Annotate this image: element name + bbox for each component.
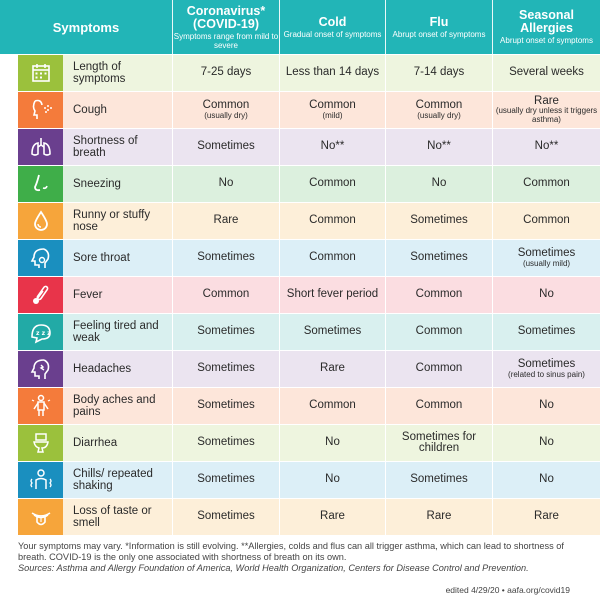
symptom-name: Cough	[63, 92, 172, 128]
table-row	[0, 425, 600, 461]
table-cell	[385, 129, 492, 165]
table-cell	[385, 92, 492, 128]
tongue-icon	[18, 499, 63, 535]
cell-value: Common	[415, 288, 463, 301]
table-cell	[279, 499, 385, 535]
cell-value: Common	[309, 99, 356, 111]
cell-value: Rare	[426, 510, 452, 523]
table-cell	[279, 388, 385, 424]
table-cell	[172, 351, 279, 387]
symptom-name: Headaches	[63, 351, 172, 387]
table-cell	[492, 499, 600, 535]
cell-value: Sometimes for children	[401, 430, 477, 454]
symptom-name: Diarrhea	[63, 425, 172, 461]
cell-value: Common	[309, 214, 356, 227]
header-flu-title: Flu	[429, 14, 449, 29]
cell-value: Sometimes	[410, 251, 468, 264]
symptom-name: Body aches and pains	[63, 388, 172, 424]
cell-value: Common	[415, 399, 463, 412]
table-cell	[385, 277, 492, 313]
table-cell	[492, 277, 600, 313]
header-symptoms	[0, 0, 172, 54]
cell-note: (mild)	[322, 110, 343, 120]
table-cell	[172, 203, 279, 239]
header-cold	[279, 0, 385, 54]
cell-value: Sometimes	[197, 436, 255, 449]
cell-value: No	[539, 399, 554, 412]
table-row	[0, 314, 600, 350]
table-cell	[385, 388, 492, 424]
table-row	[0, 388, 600, 424]
toilet-icon	[18, 425, 63, 461]
droplet-icon	[18, 203, 63, 239]
header-covid	[172, 0, 279, 54]
cell-value: No**	[427, 140, 451, 153]
symptom-name: Sneezing	[63, 166, 172, 202]
cell-value: Sometimes	[197, 399, 255, 412]
table-cell	[172, 499, 279, 535]
table-cell	[279, 351, 385, 387]
cell-note: (usually mild)	[522, 258, 571, 268]
table-cell	[492, 166, 600, 202]
table-cell	[492, 388, 600, 424]
thermometer-icon	[18, 277, 63, 313]
table-row	[0, 129, 600, 165]
header-allergies-sub: Abrupt onset of symptoms	[500, 36, 593, 45]
table-cell	[279, 462, 385, 498]
table-cell	[492, 425, 600, 461]
header-cold-title: Cold	[318, 14, 347, 29]
cell-value: Common	[309, 177, 356, 190]
throat-icon	[18, 240, 63, 276]
cell-value: 7-14 days	[413, 66, 465, 79]
table-cell	[279, 240, 385, 276]
lungs-icon	[18, 129, 63, 165]
table-row	[0, 92, 600, 128]
table-cell	[492, 55, 600, 91]
header-covid-sub: Symptoms range from mild to severe	[173, 31, 279, 50]
table-cell	[492, 92, 600, 128]
table-cell	[279, 277, 385, 313]
table-row	[0, 203, 600, 239]
cell-value: Sometimes	[197, 325, 255, 338]
table-cell	[172, 425, 279, 461]
symptom-name: Runny or stuffy nose	[63, 203, 172, 239]
cell-value: Several weeks	[509, 66, 584, 79]
table-cell	[172, 462, 279, 498]
table-cell	[279, 425, 385, 461]
cell-value: No**	[534, 140, 559, 153]
cell-value: Sometimes	[517, 325, 576, 338]
footer-sources: Sources: Asthma and Allergy Foundation of America, World Health Organization, Centers for Disease Control and Prevention.	[18, 563, 529, 573]
table-cell	[492, 203, 600, 239]
cell-value: Rare	[320, 362, 345, 375]
cell-value: No	[325, 473, 340, 486]
cell-value: Common	[415, 325, 463, 338]
cell-value: Sometimes	[197, 251, 255, 264]
table-cell	[172, 92, 279, 128]
header-flu	[385, 0, 492, 54]
header-cold-sub: Gradual onset of symptoms	[283, 29, 382, 39]
header-allergies-title: Seasonal Allergies	[519, 8, 574, 35]
cell-value: Rare	[534, 510, 559, 523]
calendar-icon	[18, 55, 63, 91]
svg-text:z z z: z z z	[35, 330, 51, 337]
table-body	[0, 55, 600, 536]
cell-value: Rare	[213, 214, 239, 227]
table-row	[0, 462, 600, 498]
cell-value: Sometimes	[197, 140, 255, 153]
cell-value: Sometimes	[303, 325, 362, 338]
table-cell	[385, 425, 492, 461]
table-cell	[492, 462, 600, 498]
table-row	[0, 351, 600, 387]
table-cell	[279, 129, 385, 165]
table-cell	[385, 314, 492, 350]
footer-edited: edited 4/29/20 • aafa.org/covid19	[445, 585, 570, 595]
table-cell	[172, 277, 279, 313]
cell-value: Short fever period	[286, 288, 379, 301]
table-row	[0, 277, 600, 313]
cell-value: No	[539, 288, 554, 301]
table-cell	[172, 129, 279, 165]
body-aches-icon	[18, 388, 63, 424]
cell-value: Sometimes	[197, 362, 255, 375]
table-row	[0, 240, 600, 276]
nose-icon	[18, 166, 63, 202]
cell-value: Common	[309, 399, 356, 412]
cell-value: No	[539, 436, 554, 449]
cell-value: Common	[415, 99, 463, 111]
cell-value: Sometimes	[410, 214, 468, 227]
footer	[18, 541, 588, 595]
table-cell	[279, 166, 385, 202]
cough-icon	[18, 92, 63, 128]
table-cell	[172, 314, 279, 350]
cell-value: Rare	[320, 510, 345, 523]
cell-value: No	[325, 436, 340, 449]
cell-note: (usually dry unless it triggers asthma)	[495, 106, 598, 124]
header-flu-sub: Abrupt onset of symptoms	[392, 29, 486, 39]
table-cell	[172, 55, 279, 91]
cell-value: Common	[523, 214, 570, 227]
cell-value: Rare	[534, 94, 559, 107]
table-cell	[385, 55, 492, 91]
table-row	[0, 499, 600, 535]
table-row	[0, 55, 600, 91]
symptom-name: Shortness of breath	[63, 129, 172, 165]
cell-value: Common	[202, 288, 250, 301]
header-allergies	[492, 0, 600, 54]
cell-value: No	[218, 177, 234, 190]
cell-value: Common	[309, 251, 356, 264]
table-cell	[385, 499, 492, 535]
table-cell	[279, 314, 385, 350]
table-cell	[172, 166, 279, 202]
sleep-icon	[18, 314, 63, 350]
cell-value: Sometimes	[410, 473, 468, 486]
cell-value: No**	[320, 140, 345, 153]
symptom-name: Loss of taste or smell	[63, 499, 172, 535]
cell-value: Common	[415, 362, 463, 375]
footer-disclaimer: Your symptoms may vary. *Information is still evolving. **Allergies, colds and flus can all trigger asthma, which can lead to shortness of breath. COVID-19 is the only one associated with shortness of breath on its own.	[18, 541, 564, 562]
table-cell	[385, 351, 492, 387]
table-cell	[492, 129, 600, 165]
table-cell	[279, 92, 385, 128]
table-header	[0, 0, 600, 54]
table-cell	[172, 240, 279, 276]
symptom-name: Sore throat	[63, 240, 172, 276]
cell-value: Sometimes	[517, 358, 576, 370]
cell-note: (related to sinus pain)	[508, 369, 585, 379]
table-cell	[385, 240, 492, 276]
table-cell	[279, 203, 385, 239]
cell-value: Sometimes	[197, 510, 255, 523]
headache-icon	[18, 351, 63, 387]
cell-value: Sometimes	[197, 473, 255, 486]
cell-value: No	[539, 473, 554, 486]
header-covid-title: Coronavirus* (COVID-19)	[186, 3, 266, 31]
cell-value: Less than 14 days	[285, 66, 380, 79]
table-cell	[492, 314, 600, 350]
table-row	[0, 166, 600, 202]
header-symptoms-label: Symptoms	[52, 19, 120, 35]
symptom-name: Feeling tired and weak	[63, 314, 172, 350]
symptom-name: Fever	[63, 277, 172, 313]
symptom-name: Length of symptoms	[63, 55, 172, 91]
table-cell	[385, 462, 492, 498]
table-cell	[172, 388, 279, 424]
table-cell	[492, 351, 600, 387]
cell-value: Sometimes	[517, 247, 576, 259]
table-cell	[279, 55, 385, 91]
cell-value: 7-25 days	[200, 66, 252, 79]
table-cell	[385, 166, 492, 202]
symptom-name: Chills/ repeated shaking	[63, 462, 172, 498]
chills-icon	[18, 462, 63, 498]
cell-note: (usually dry)	[204, 110, 248, 120]
cell-value: Common	[523, 177, 570, 190]
table-cell	[492, 240, 600, 276]
table-cell	[385, 203, 492, 239]
cell-value: Common	[202, 99, 250, 111]
cell-note: (usually dry)	[417, 110, 461, 120]
cell-value: No	[431, 177, 447, 190]
